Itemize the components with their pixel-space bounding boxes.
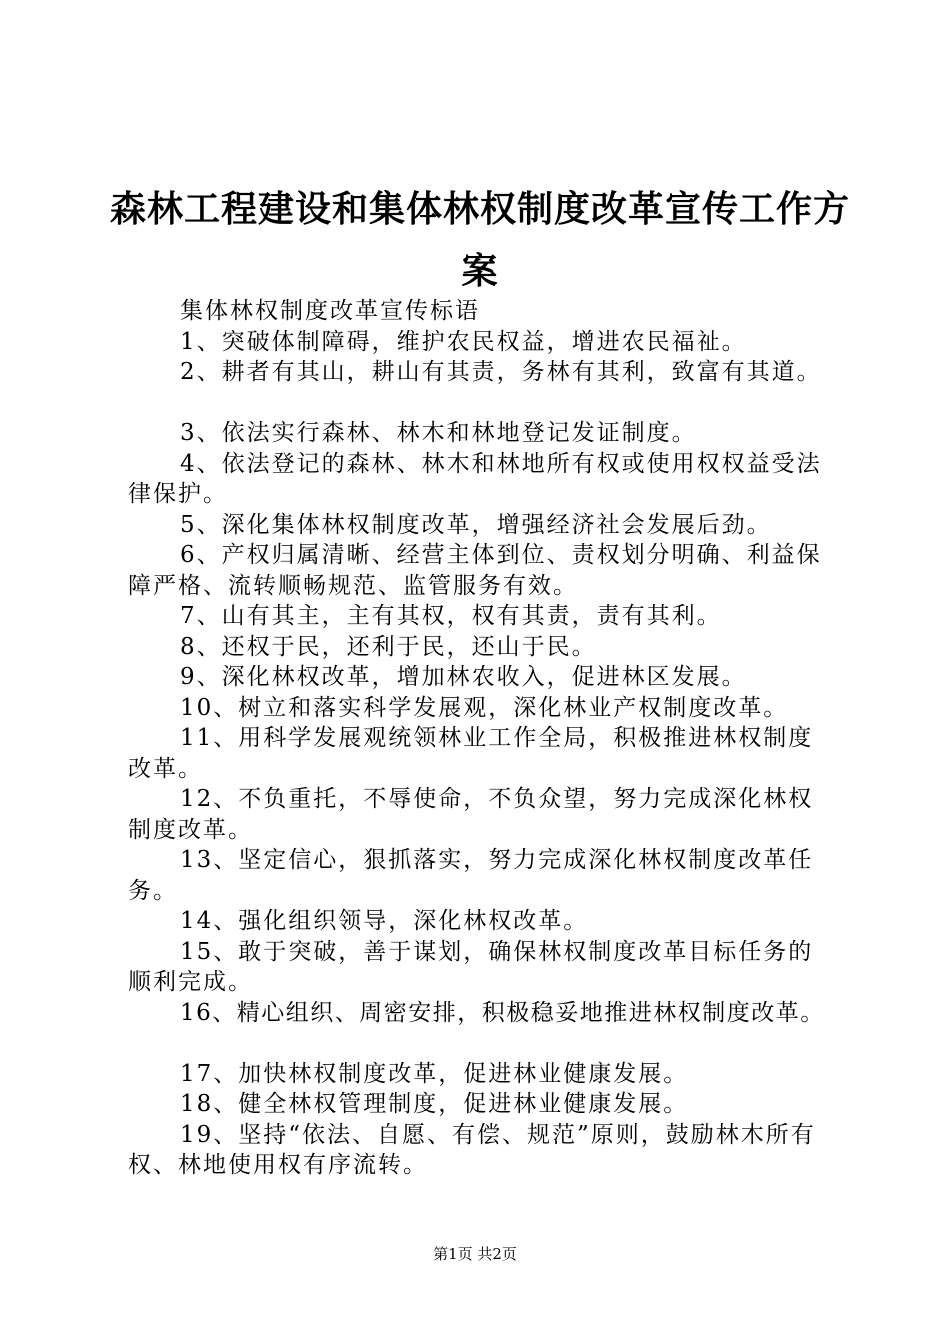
slogan-item-8: 8、还权于民，还利于民，还山于民。 <box>180 633 597 660</box>
slogan-item-13: 13、坚定信心，狠抓落实，努力完成深化林权制度改革任务。 <box>128 847 814 904</box>
slogan-item-11: 11、用科学发展观统领林业工作全局，积极推进林权制度改革。 <box>128 725 814 782</box>
document-body <box>128 296 832 1181</box>
slogan-item-4: 4、依法登记的森林、林木和林地所有权或使用权权益受法律保护。 <box>128 450 822 507</box>
slogan-item-6: 6、产权归属清晰、经营主体到位、责权划分明确、利益保障严格、流转顺畅规范、监管服务有效。 <box>128 542 822 599</box>
slogan-item-17: 17、加快林权制度改革，促进林业健康发展。 <box>180 1060 689 1087</box>
slogan-item-5: 5、深化集体林权制度改革，增强经济社会发展后劲。 <box>180 511 772 538</box>
page-number-footer: 第1页 共2页 <box>433 1245 517 1263</box>
slogan-item-10: 10、树立和落实科学发展观，深化林业产权制度改革。 <box>180 694 789 721</box>
slogan-item-3: 3、依法实行森林、林木和林地登记发证制度。 <box>180 420 697 446</box>
document-title: 森林工程建设和集体林权制度改革宣传工作方案 <box>110 188 851 292</box>
slogan-item-18: 18、健全林权管理制度，促进林业健康发展。 <box>180 1091 689 1117</box>
slogan-item-1: 1、突破体制障碍，维护农民权益，增进农民福祉。 <box>180 328 747 355</box>
slogan-item-15: 15、敢于突破，善于谋划，确保林权制度改革目标任务的顺利完成。 <box>128 938 814 995</box>
slogan-item-7: 7、山有其主，主有其权，权有其责，责有其利。 <box>180 603 722 629</box>
slogan-item-12: 12、不负重托，不辱使命，不负众望，努力完成深化林权制度改革。 <box>128 786 814 843</box>
slogan-item-16: 16、精心组织、周密安排，积极稳妥地推进林权制度改革。 <box>180 999 825 1026</box>
slogan-item-9: 9、深化林权改革，增加林农收入，促进林区发展。 <box>180 664 747 690</box>
slogan-item-14: 14、强化组织领导，深化林权改革。 <box>180 908 589 934</box>
slogan-item-19: 19、坚持“依法、自愿、有偿、规范”原则，鼓励林木所有权、林地使用权有序流转。 <box>128 1121 816 1178</box>
slogan-heading: 集体林权制度改革宣传标语 <box>180 298 480 324</box>
slogan-item-2: 2、耕者有其山，耕山有其责，务林有其利，致富有其道。 <box>180 359 822 385</box>
